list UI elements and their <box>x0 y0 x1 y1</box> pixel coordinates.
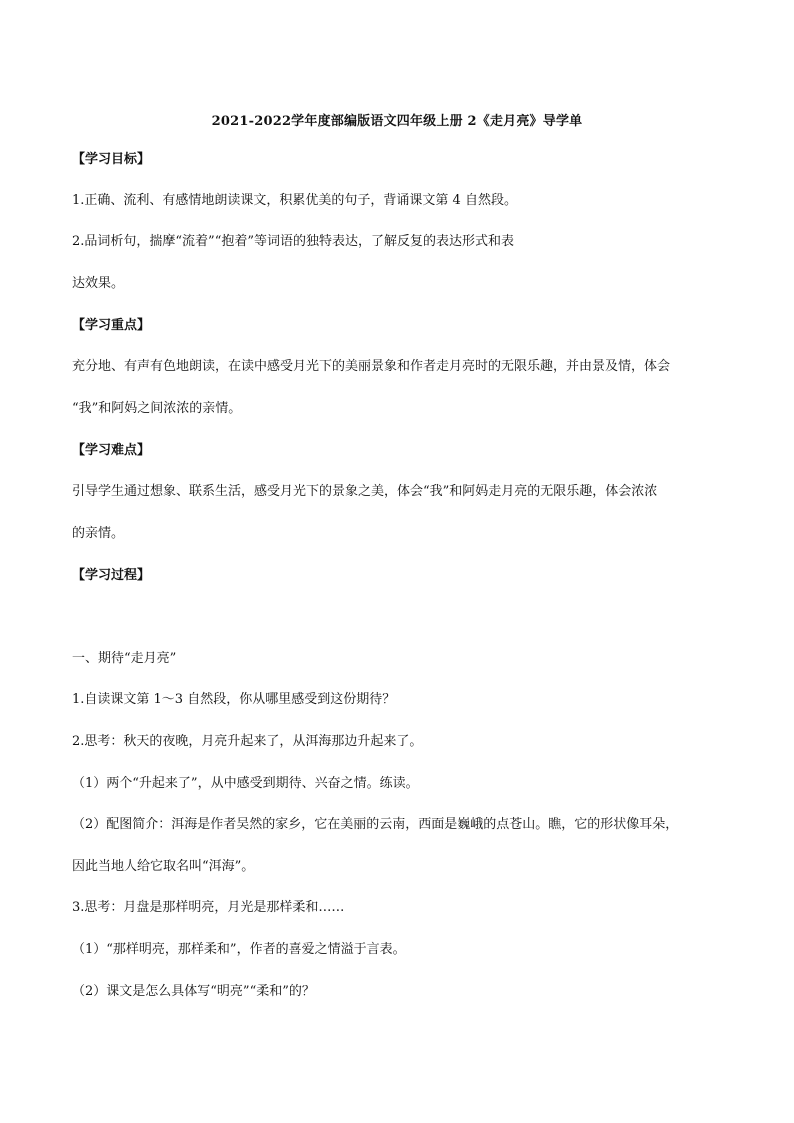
process-line-1: 一、期待“走月亮” <box>72 651 177 666</box>
process-line-5: （2）配图简介：洱海是作者吴然的家乡，它在美丽的云南，西面是巍峨的点苍山。瞧，它的形状像耳朵， <box>72 817 679 832</box>
key-line-2: “我”和阿妈之间浓浓的亲情。 <box>72 401 242 416</box>
document-title: 2021-2022学年度部编版语文四年级上册 2《走月亮》导学单 <box>211 114 583 129</box>
process-line-8: （1）“那样明亮，那样柔和”，作者的喜爱之情溢于言表。 <box>72 942 406 957</box>
key-line-1: 充分地、有声有色地朗读，在读中感受月光下的美丽景象和作者走月亮时的无限乐趣，并由景及情，体会 <box>72 359 671 374</box>
goals-line-1: 1.正确、流利、有感情地朗读课文，积累优美的句子，背诵课文第 4 自然段。 <box>72 193 517 208</box>
goals-line-3: 达效果。 <box>72 276 125 291</box>
difficulty-line-2: 的亲情。 <box>72 526 125 541</box>
difficulty-heading: 【学习难点】 <box>72 443 151 458</box>
goals-line-2: 2.品词析句，揣摩“流着”“抱着”等词语的独特表达，了解反复的表达形式和表 <box>72 234 514 249</box>
process-line-2: 1.自读课文第 1～3 自然段，你从哪里感受到这份期待？ <box>72 692 396 707</box>
difficulty-line-1: 引导学生通过想象、联系生活，感受月光下的景象之美，体会“我”和阿妈走月亮的无限乐趣，体会浓浓 <box>72 484 658 499</box>
process-heading: 【学习过程】 <box>72 568 151 583</box>
process-line-6: 因此当地人给它取名叫“洱海”。 <box>72 859 255 874</box>
key-heading: 【学习重点】 <box>72 318 151 333</box>
process-line-3: 2.思考：秋天的夜晚，月亮升起来了，从洱海那边升起来了。 <box>72 734 423 749</box>
process-line-7: 3.思考：月盘是那样明亮，月光是那样柔和…… <box>72 900 345 915</box>
process-line-9: （2）课文是怎么具体写“明亮”“柔和”的？ <box>72 984 315 999</box>
process-line-4: （1）两个“升起来了”，从中感受到期待、兴奋之情。练读。 <box>72 776 419 791</box>
goals-heading: 【学习目标】 <box>72 152 151 167</box>
